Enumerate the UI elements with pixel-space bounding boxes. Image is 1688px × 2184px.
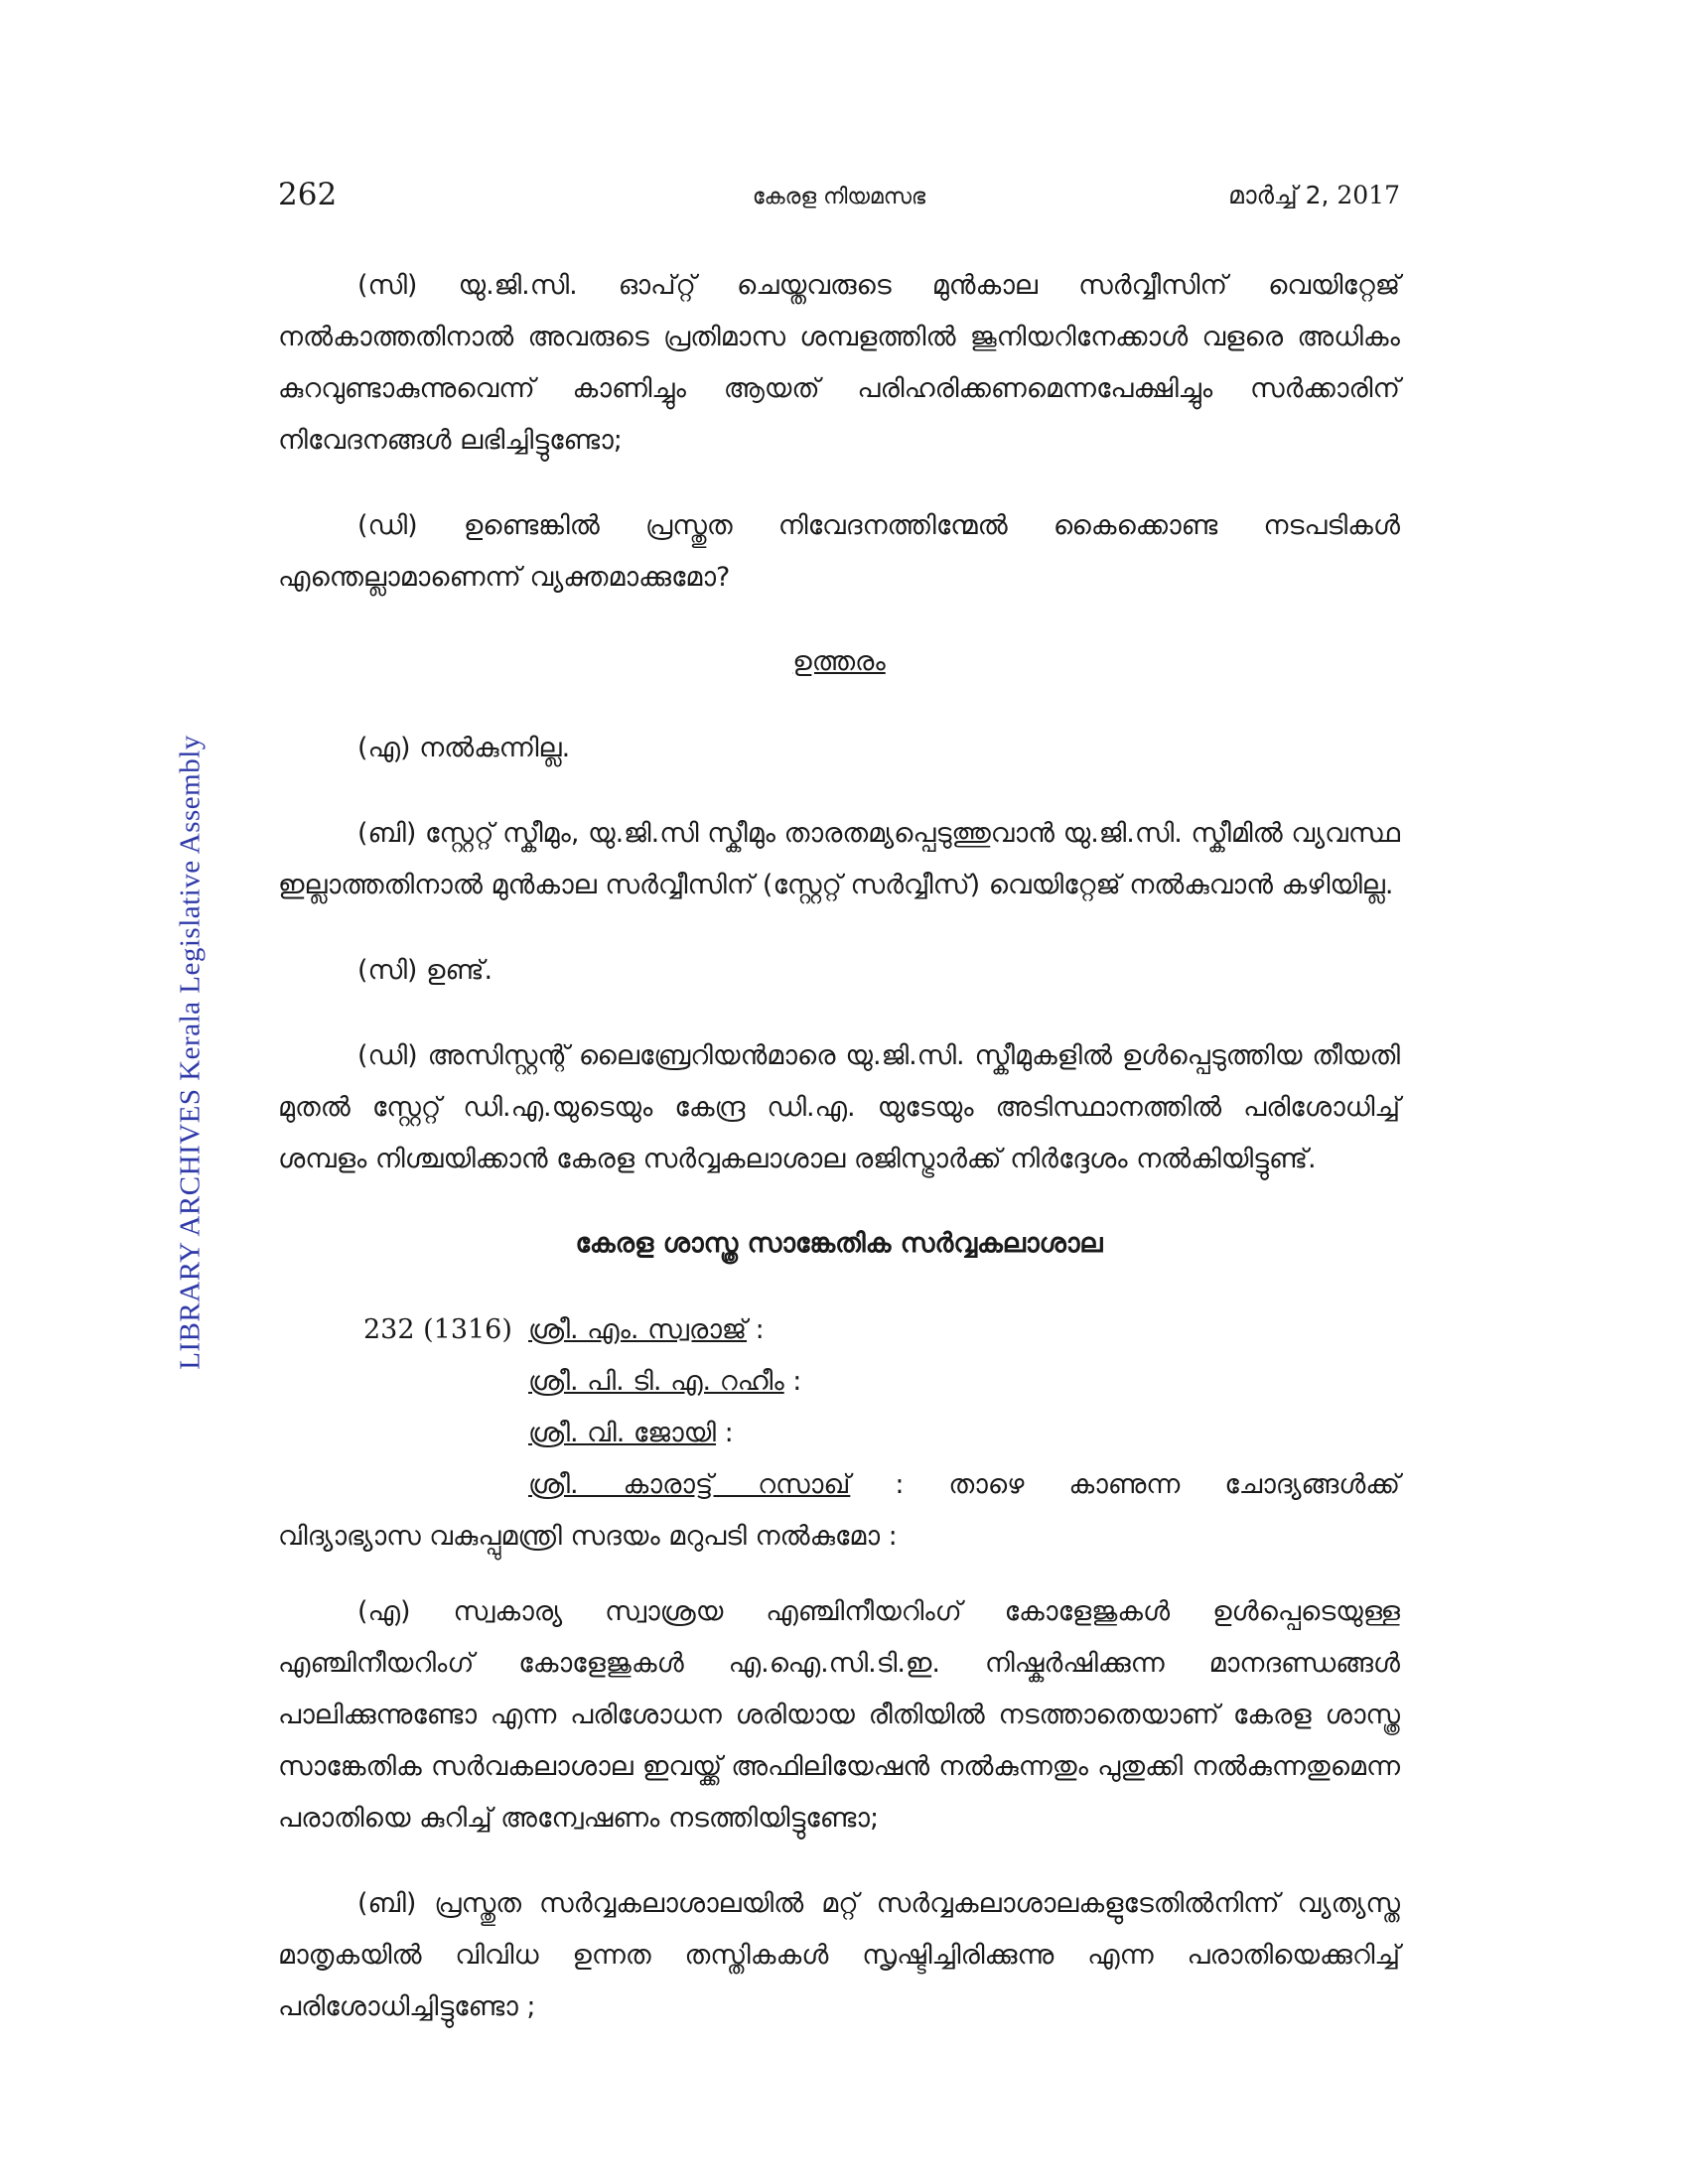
header-date-year: 2017 bbox=[1336, 181, 1400, 209]
member-name: ശ്രീ. പി. ടി. എ. റഹീം bbox=[528, 1366, 784, 1397]
header-date bbox=[1228, 181, 1400, 210]
answer-part-b: (ബി) സ്റ്റേറ്റ് സ്കീമും, യു.ജി.സി സ്കീമും താരതമ്യപ്പെടുത്തുവാൻ യു.ജി.സി. സ്കീമിൽ വ്യവസ്ഥ ഇല്ലാത്തതിനാൽ മുൻകാല സർവ്വീസിന് (സ്റ്റേറ്റ് സർവ്വീസ്) വെയിറ്റേജ് നൽകുവാൻ കഴിയില്ല. bbox=[278, 818, 1400, 900]
member-name-line bbox=[528, 1304, 765, 1356]
question-addressed-to: വിദ്യാഭ്യാസ വകുപ്പുമന്ത്രി സദയം മറുപടി നൽകുമോ : bbox=[278, 1521, 898, 1552]
member-colon: : bbox=[747, 1314, 765, 1345]
member-name-line bbox=[528, 1408, 734, 1459]
header-date-day: മാർച്ച് 2, bbox=[1228, 181, 1330, 209]
question-232-part-b: (ബി) പ്രസ്തുത സർവ്വകലാശാലയിൽ മറ്റ് സർവ്വകലാശാലകളുടേതിൽനിന്ന് വ്യത്യസ്ത മാതൃകയിൽ വിവിധ ഉന്നത തസ്തികകൾ സൃഷ്ടിച്ചിരിക്കുന്നു എന്ന പരാതിയെക്കുറിച്ച് പരിശോധിച്ചിട്ടുണ്ടോ ; bbox=[278, 1888, 1400, 2022]
answer-part-d: (ഡി) അസിസ്റ്റന്റ് ലൈബ്രേറിയൻമാരെ യു.ജി.സി. സ്കീമുകളിൽ ഉൾപ്പെടുത്തിയ തീയതി മുതൽ സ്റ്റേറ്റ് ഡി.എ.യുടെയും കേന്ദ്ര ഡി.എ. യുടേയും അടിസ്ഥാനത്തിൽ പരിശോധിച്ച് ശമ്പളം നിശ്ചയിക്കാൻ കേരള സർവ്വകലാശാല രജിസ്ട്രാർക്ക് നിർദ്ദേശം നൽകിയിട്ടുണ്ട്. bbox=[278, 1040, 1400, 1174]
question-member-row bbox=[278, 1356, 1400, 1408]
member-name: ശ്രീ. എം. സ്വരാജ് bbox=[528, 1314, 748, 1345]
answer-part-c: (സി) ഉണ്ട്. bbox=[357, 955, 493, 986]
page-number: 262 bbox=[278, 177, 338, 212]
subject-heading: കേരള ശാസ്ത്ര സാങ്കേതിക സർവ്വകലാശാല bbox=[575, 1228, 1103, 1259]
question-part-d: (ഡി) ഉണ്ടെങ്കിൽ പ്രസ്തുത നിവേദനത്തിന്മേൽ കൈക്കൊണ്ട നടപടികൾ എന്തെല്ലാമാണെന്ന് വ്യക്തമാക്കുമോ? bbox=[278, 510, 1400, 593]
page-header bbox=[278, 177, 1400, 226]
member-name: ശ്രീ. വി. ജോയി bbox=[528, 1418, 717, 1448]
question-number: 232 (1316) bbox=[363, 1314, 512, 1345]
page-body bbox=[278, 260, 1400, 2067]
member-name: ശ്രീ. കാരാട്ട് റസാഖ് bbox=[528, 1469, 851, 1500]
question-232-block bbox=[278, 1304, 1400, 1563]
member-colon: : bbox=[716, 1418, 734, 1448]
question-part-c: (സി) യു.ജി.സി. ഓപ്റ്റ് ചെയ്തവരുടെ മുൻകാല സർവ്വീസിന് വെയിറ്റേജ് നൽകാത്തതിനാൽ അവരുടെ പ്രതിമാസ ശമ്പളത്തിൽ ജൂനിയറിനേക്കാൾ വളരെ അധികം കുറവുണ്ടാകുന്നുവെന്ന് കാണിച്ചും ആയത് പരിഹരിക്കണമെന്നപേക്ഷിച്ചും സർക്കാരിന് നിവേദനങ്ങൾ ലഭിച്ചിട്ടുണ്ടോ; bbox=[278, 270, 1400, 456]
answer-heading bbox=[278, 637, 1400, 687]
question-member-row bbox=[278, 1408, 1400, 1459]
member-name-line bbox=[528, 1356, 801, 1408]
answer-part-a: (എ) നൽകുന്നില്ല. bbox=[357, 733, 571, 763]
question-intro: : താഴെ കാണുന്ന ചോദ്യങ്ങൾക്ക് bbox=[850, 1469, 1400, 1500]
archive-watermark: LIBRARY ARCHIVES Kerala Legislative Assembly bbox=[174, 735, 207, 1370]
question-member-row bbox=[278, 1304, 1400, 1356]
question-232-part-a: (എ) സ്വകാര്യ സ്വാശ്രയ എഞ്ചിനീയറിംഗ് കോളേജുകൾ ഉൾപ്പെടെയുള്ള എഞ്ചിനീയറിംഗ് കോളേജുകൾ എ.ഐ.സി.ടി.ഇ. നിഷ്കർഷിക്കുന്ന മാനദണ്ഡങ്ങൾ പാലിക്കുന്നുണ്ടോ എന്ന പരിശോധന ശരിയായ രീതിയിൽ നടത്താതെയാണ് കേരള ശാസ്ത്ര സാങ്കേതിക സർവകലാശാല ഇവയ്ക്ക് അഫിലിയേഷൻ നൽകുന്നതും പുതുക്കി നൽകുന്നതുമെന്ന പരാതിയെ കുറിച്ച് അന്വേഷണം നടത്തിയിട്ടുണ്ടോ; bbox=[278, 1596, 1400, 1834]
member-colon: : bbox=[783, 1366, 802, 1397]
question-member-last bbox=[278, 1459, 1400, 1511]
running-title: കേരള നിയമസഭ bbox=[752, 185, 926, 209]
answer-title: ഉത്തരം bbox=[792, 646, 886, 677]
